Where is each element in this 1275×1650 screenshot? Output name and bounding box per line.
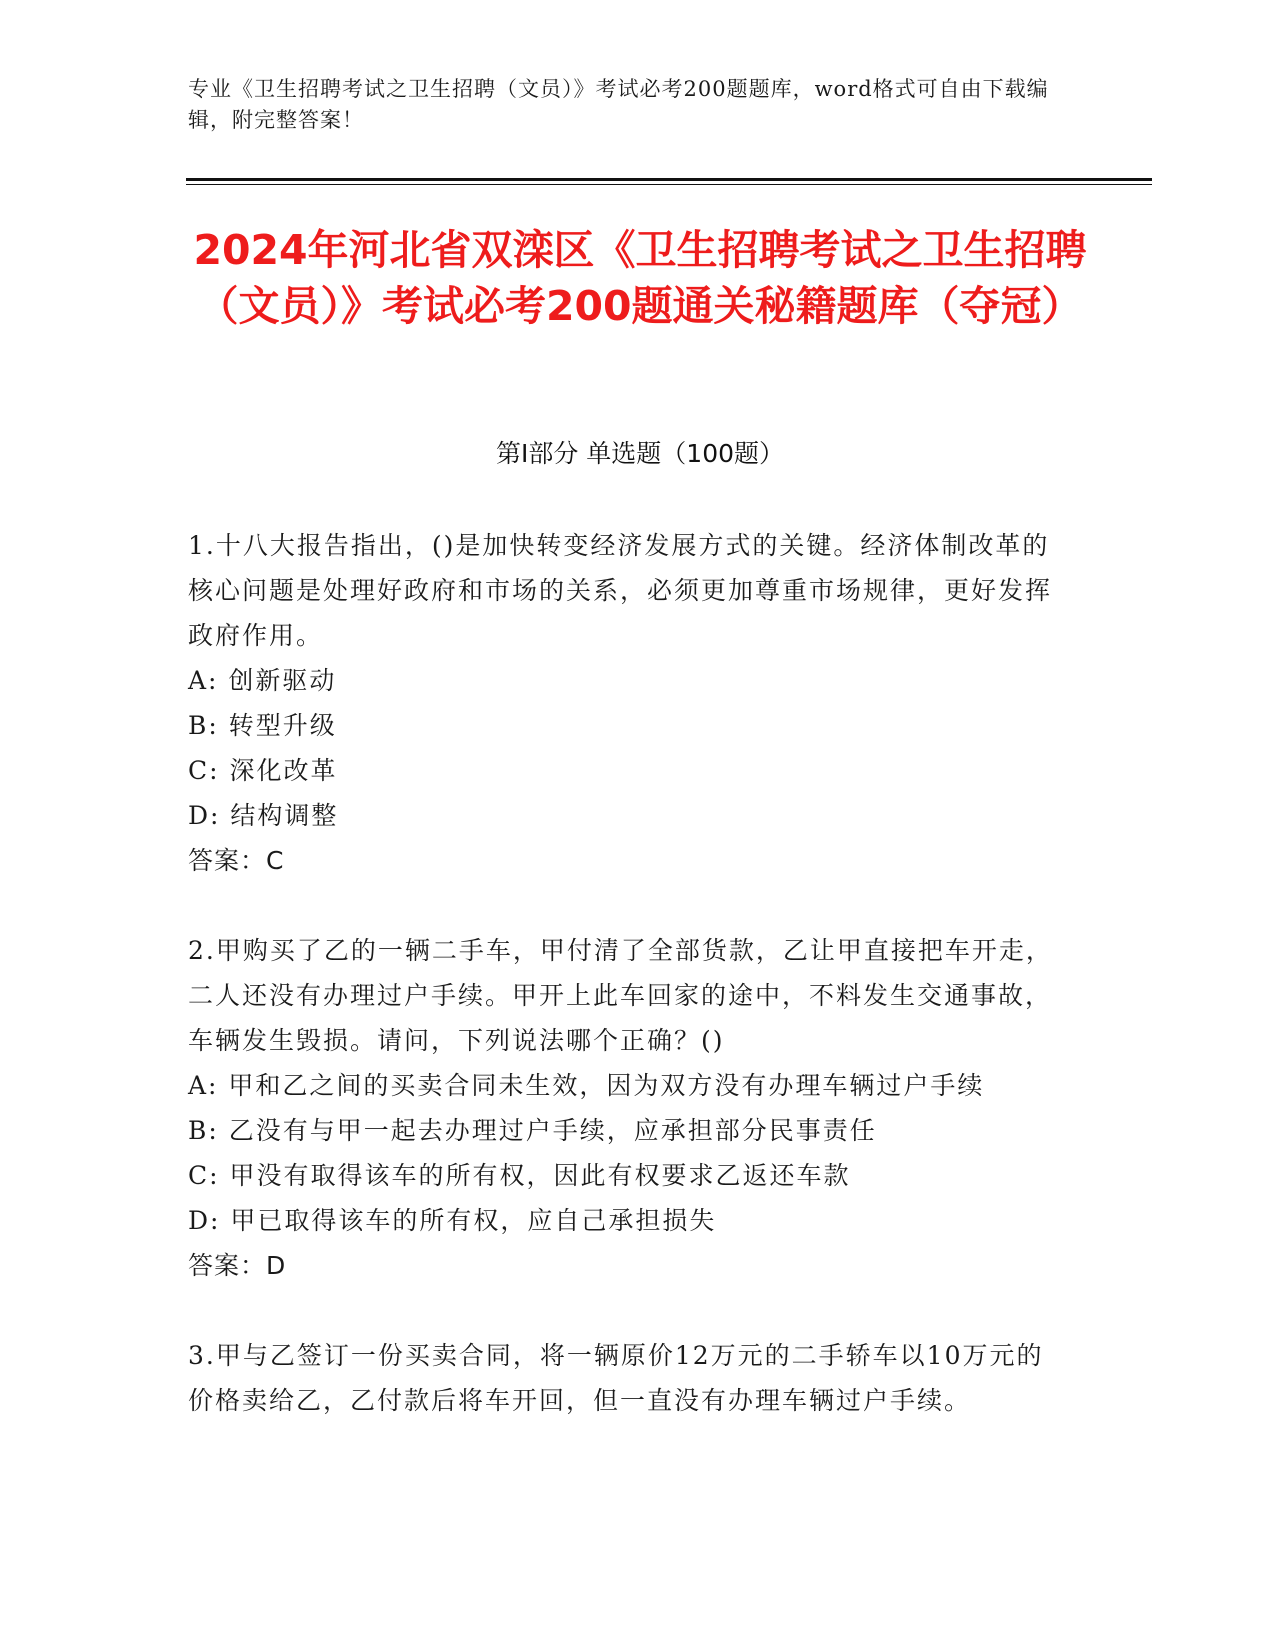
answer: 答案：D [188, 1251, 287, 1280]
question-1 [188, 523, 1068, 883]
option-b: B: 转型升级 [188, 711, 337, 740]
answer: 答案：C [188, 846, 285, 875]
question-stem: 3.甲与乙签订一份买卖合同，将一辆原价12万元的二手轿车以10万元的价格卖给乙，乙付款后将车开回，但一直没有办理车辆过户手续。 [188, 1341, 1044, 1415]
option-a: A: 甲和乙之间的买卖合同未生效，因为双方没有办理车辆过户手续 [188, 1071, 985, 1100]
option-b: B: 乙没有与甲一起去办理过户手续，应承担部分民事责任 [188, 1116, 877, 1145]
option-c: C: 深化改革 [188, 756, 338, 785]
question-stem: 1.十八大报告指出，()是加快转变经济发展方式的关键。经济体制改革的核心问题是处理好政府和市场的关系，必须更加尊重市场规律，更好发挥政府作用。 [188, 531, 1053, 650]
option-c: C: 甲没有取得该车的所有权，因此有权要求乙返还车款 [188, 1161, 851, 1190]
question-3 [188, 1333, 1068, 1423]
question-stem: 2.甲购买了乙的一辆二手车，甲付清了全部货款，乙让甲直接把车开走，二人还没有办理过户手续。甲开上此车回家的途中，不料发生交通事故，车辆发生毁损。请问，下列说法哪个正确？() [188, 936, 1053, 1055]
document-title: 2024年河北省双滦区《卫生招聘考试之卫生招聘（文员）》考试必考200题通关秘籍题库（夺冠） [193, 226, 1087, 330]
option-a: A: 创新驱动 [188, 666, 337, 695]
header-note: 专业《卫生招聘考试之卫生招聘（文员）》考试必考200题题库，word格式可自由下载编辑，附完整答案！ [188, 77, 1049, 132]
question-2 [188, 928, 1068, 1288]
header-divider [186, 178, 1152, 181]
option-d: D: 甲已取得该车的所有权，应自己承担损失 [188, 1206, 717, 1235]
section-title: 第Ⅰ部分 单选题（100题） [495, 439, 785, 468]
option-d: D: 结构调整 [188, 801, 339, 830]
header-divider-thin [186, 184, 1152, 185]
